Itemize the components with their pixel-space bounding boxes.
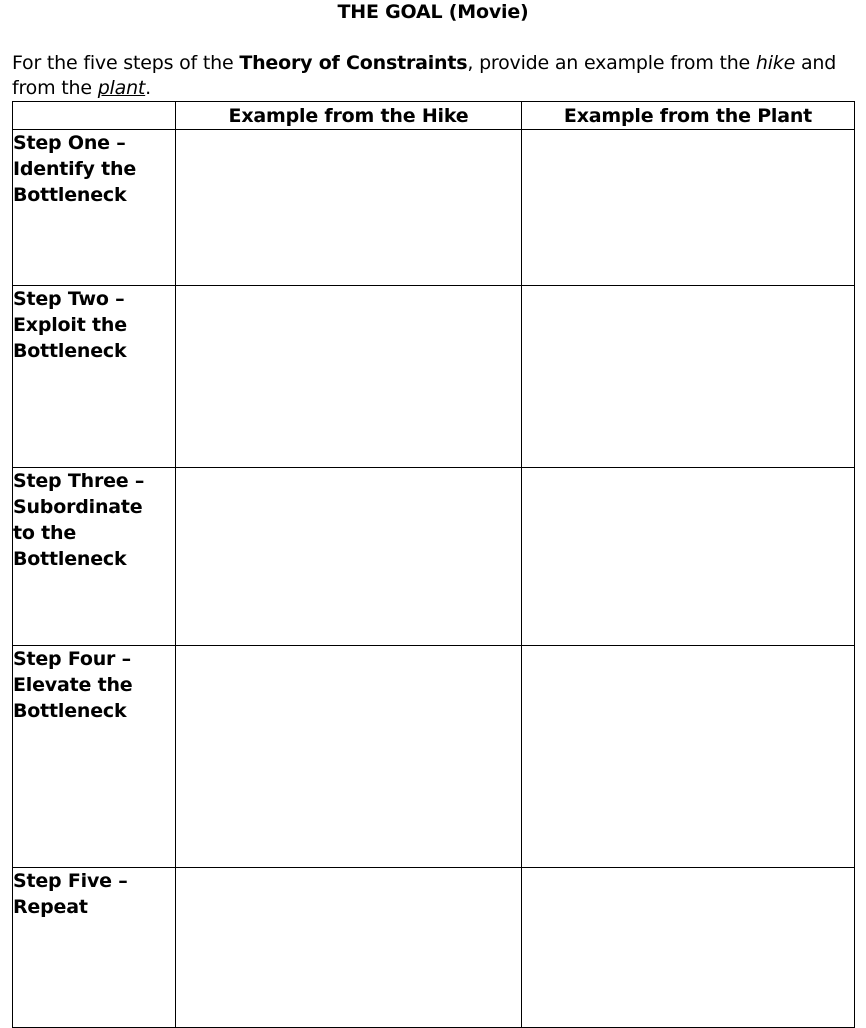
steps-table [12,101,855,1028]
header-hike: Example from the Hike [176,102,522,130]
table-row [13,468,855,646]
step-label-line: Identify the [13,158,137,180]
step-label-line: Exploit the [13,314,127,336]
step-label-line: Repeat [13,896,88,918]
theory-term: Theory of Constraints [239,52,468,74]
step-five-label [13,868,176,1028]
step-label-line: to the [13,522,77,544]
step-four-label [13,646,176,868]
step-label-line: Bottleneck [13,700,127,722]
hike-answer-cell[interactable] [176,646,522,868]
table-header-row [13,102,855,130]
instructions-text: and from the [12,52,837,99]
table-row [13,130,855,286]
table-row [13,868,855,1028]
step-label-line: Step Five – [13,870,128,892]
instructions-text: . [145,77,152,99]
header-cell-empty [13,102,176,130]
step-three-label [13,468,176,646]
hike-answer-cell[interactable] [176,286,522,468]
page-title: THE GOAL (Movie) [337,1,529,23]
plant-answer-cell[interactable] [522,286,855,468]
table-row [13,286,855,468]
hike-answer-cell[interactable] [176,130,522,286]
hike-word: hike [755,52,796,74]
plant-word: plant [97,77,146,99]
step-label-line: Step Two – [13,288,125,310]
instructions-paragraph [12,51,852,101]
step-label-line: Step Four – [13,648,131,670]
plant-answer-cell[interactable] [522,868,855,1028]
instructions-text: , provide an example from the [467,52,756,74]
plant-answer-cell[interactable] [522,130,855,286]
step-label-line: Bottleneck [13,548,127,570]
step-label-line: Step One – [13,132,126,154]
instructions-text: For the five steps of the [12,52,240,74]
step-label-line: Bottleneck [13,340,127,362]
plant-answer-cell[interactable] [522,646,855,868]
step-two-label [13,286,176,468]
step-label-line: Step Three – [13,470,145,492]
hike-answer-cell[interactable] [176,468,522,646]
step-one-label [13,130,176,286]
hike-answer-cell[interactable] [176,868,522,1028]
step-label-line: Elevate the [13,674,133,696]
plant-answer-cell[interactable] [522,468,855,646]
step-label-line: Subordinate [13,496,143,518]
header-plant: Example from the Plant [522,102,855,130]
table-row [13,646,855,868]
step-label-line: Bottleneck [13,184,127,206]
